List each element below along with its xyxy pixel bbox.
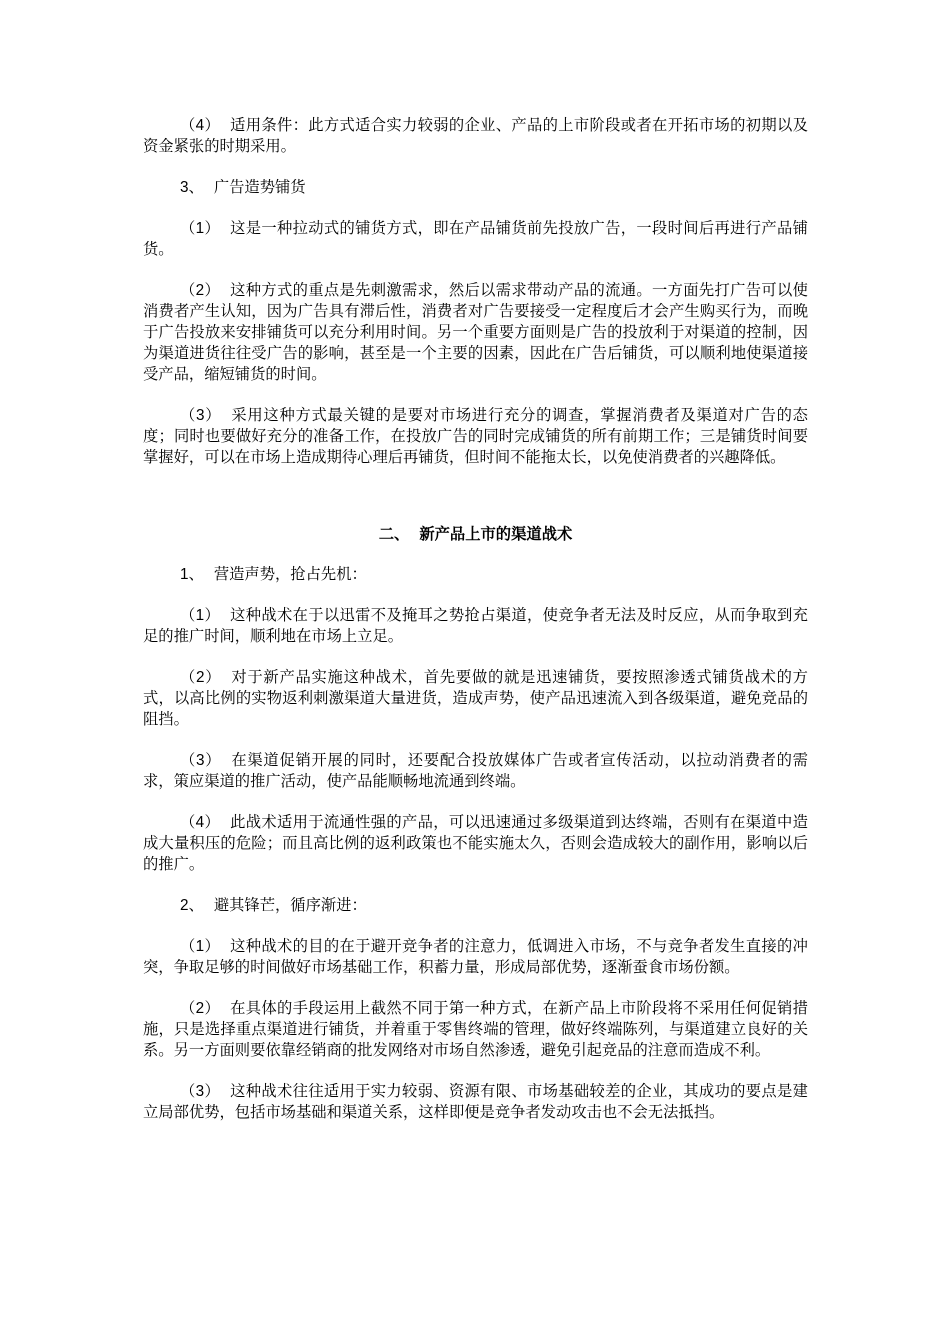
item-number: （4）: [180, 117, 221, 134]
paragraph-text: 此战术适用于流通性强的产品，可以迅速通过多级渠道到达终端，否则有在渠道中造成大量积压的危险；而且高比例的返利政策也不能实施太久，否则会造成较大的副作用，影响以后的推广。: [143, 813, 808, 873]
subheading: [143, 895, 808, 916]
paragraph: [143, 936, 808, 978]
section-title: [143, 524, 808, 545]
item-number: （3）: [180, 752, 222, 769]
item-number: （3）: [180, 407, 222, 424]
item-number: （3）: [180, 1083, 221, 1100]
paragraph: [143, 667, 808, 730]
item-number: （1）: [180, 220, 221, 237]
subheading: [143, 564, 808, 585]
paragraph-text: 适用条件：此方式适合实力较弱的企业、产品的上市阶段或者在开拓市场的初期以及资金紧张的时期采用。: [143, 116, 808, 155]
section-title-text: 新产品上市的渠道战术: [419, 525, 573, 543]
paragraph-text: 这是一种拉动式的铺货方式，即在产品铺货前先投放广告，一段时间后再进行产品铺货。: [143, 219, 808, 258]
item-number: （1）: [180, 938, 221, 955]
paragraph-text: 采用这种方式最关键的是要对市场进行充分的调查，掌握消费者及渠道对广告的态度；同时也要做好充分的准备工作，在投放广告的同时完成铺货的所有前期工作；三是铺货时间要掌握好，可以在市场上造成期待心理后再铺货，但时间不能拖太长，以免使消费者的兴趣降低。: [143, 406, 808, 466]
subheading-text: 营造声势，抢占先机：: [213, 565, 367, 583]
paragraph-text: 这种战术在于以迅雷不及掩耳之势抢占渠道，使竞争者无法及时反应，从而争取到充足的推广时间，顺利地在市场上立足。: [143, 606, 808, 645]
paragraph-text: 这种战术往往适用于实力较弱、资源有限、市场基础较差的企业，其成功的要点是建立局部优势，包括市场基础和渠道关系，这样即便是竞争者发动攻击也不会无法抵挡。: [143, 1082, 808, 1121]
paragraph-text: 对于新产品实施这种战术，首先要做的就是迅速铺货，要按照渗透式铺货战术的方式，以高比例的实物返利刺激渠道大量进货，造成声势，使产品迅速流入到各级渠道，避免竞品的阻挡。: [143, 668, 808, 728]
item-number: 1、: [180, 566, 204, 583]
paragraph: [143, 1081, 808, 1123]
subheading: [143, 177, 808, 198]
paragraph: [143, 280, 808, 385]
paragraph: [143, 812, 808, 875]
item-number: 2、: [180, 897, 204, 914]
paragraph: [143, 998, 808, 1061]
item-number: （2）: [180, 1000, 221, 1017]
paragraph: [143, 605, 808, 647]
item-number: （2）: [180, 669, 222, 686]
paragraph-text: 在渠道促销开展的同时，还要配合投放媒体广告或者宣传活动，以拉动消费者的需求，策应渠道的推广活动，使产品能顺畅地流通到终端。: [143, 751, 808, 790]
paragraph-text: 这种方式的重点是先刺激需求，然后以需求带动产品的流通。一方面先打广告可以使消费者产生认知，因为广告具有滞后性，消费者对广告要接受一定程度后才会产生购买行为，而晚于广告投放来安排铺货可以充分利用时间。另一个重要方面则是广告的投放利于对渠道的控制，因为渠道进货往往受广告的影响，甚至是一个主要的因素，因此在广告后铺货，可以顺利地使渠道接受产品，缩短铺货的时间。: [143, 281, 808, 383]
paragraph: [143, 115, 808, 157]
item-number: 3、: [180, 179, 204, 196]
paragraph-text: 这种战术的目的在于避开竞争者的注意力，低调进入市场，不与竞争者发生直接的冲突，争取足够的时间做好市场基础工作，积蓄力量，形成局部优势，逐渐蚕食市场份额。: [143, 937, 808, 976]
paragraph: [143, 750, 808, 792]
document-body: [143, 115, 808, 1143]
paragraph-text: 在具体的手段运用上截然不同于第一种方式，在新产品上市阶段将不采用任何促销措施，只是选择重点渠道进行铺货，并着重于零售终端的管理，做好终端陈列，与渠道建立良好的关系。另一方面则要依靠经销商的批发网络对市场自然渗透，避免引起竞品的注意而造成不利。: [143, 999, 808, 1059]
paragraph: [143, 405, 808, 468]
item-number: （4）: [180, 814, 221, 831]
item-number: （1）: [180, 607, 221, 624]
subheading-text: 广告造势铺货: [213, 178, 306, 196]
section-number: 二、: [378, 526, 410, 543]
item-number: （2）: [180, 282, 221, 299]
subheading-text: 避其锋芒，循序渐进：: [213, 896, 367, 914]
paragraph: [143, 218, 808, 260]
